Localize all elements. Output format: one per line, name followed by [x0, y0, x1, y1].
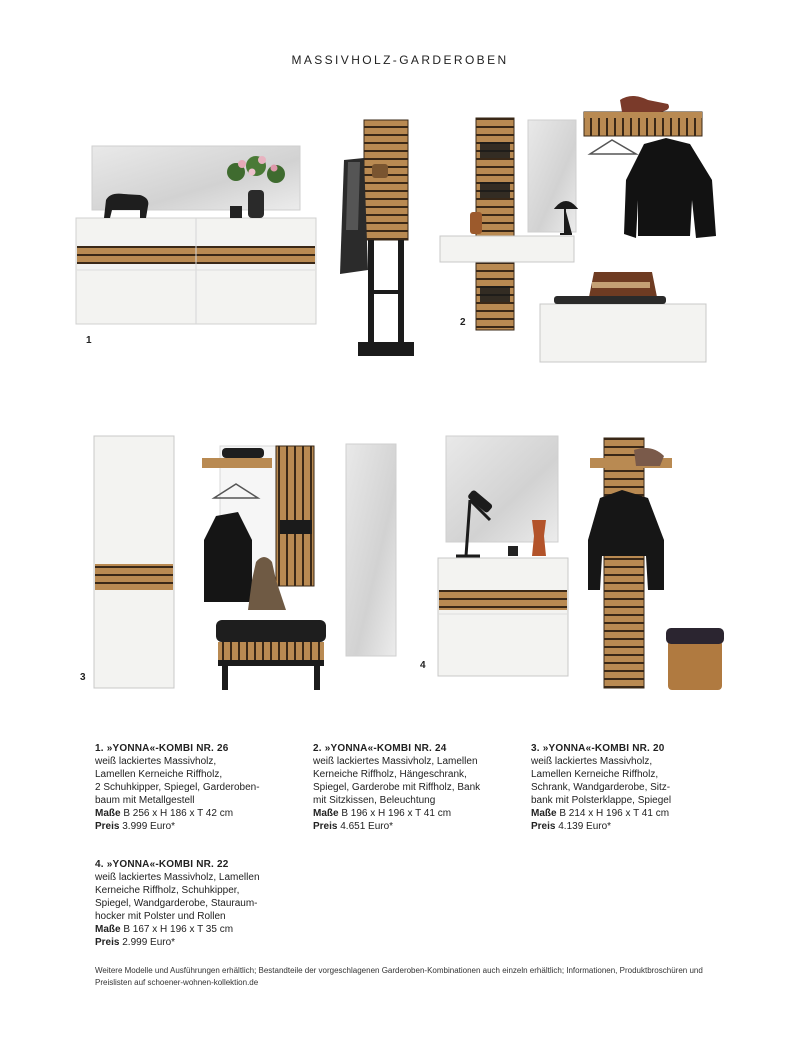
- dimensions-value: B 196 x H 196 x T 41 cm: [341, 808, 452, 819]
- bench: [540, 304, 706, 362]
- elephant-figure: [104, 194, 148, 218]
- shoe-cabinet: [438, 558, 568, 676]
- jacket: [624, 138, 716, 238]
- product-dimensions: [95, 923, 295, 936]
- footer-note: Weitere Modelle und Ausführungen erhältlich; Bestandteile der vorgeschlagenen Garderoben-Kombinationen auch einzeln erhältlich; Informationen, Produktbroschüren und Preislisten auf schoener-wohnen-kollektion.de: [95, 966, 703, 987]
- oak-slats: [95, 564, 173, 590]
- product-price: [531, 820, 731, 833]
- figure-number-2: 2: [460, 317, 466, 328]
- price-label: Preis: [95, 821, 120, 832]
- oak-slats: [439, 590, 567, 610]
- price-value: 4.651 Euro*: [340, 821, 394, 832]
- product-price: [313, 820, 513, 833]
- figure-number-4: 4: [420, 660, 426, 671]
- hanger-icon: [590, 140, 636, 154]
- mirror: [528, 120, 576, 232]
- price-label: Preis: [95, 937, 120, 948]
- page-title: MASSIVHOLZ-GARDEROBEN: [291, 53, 509, 67]
- dimensions-label: Maße: [531, 808, 557, 819]
- product-4: [95, 858, 295, 949]
- wall-cabinet: [440, 236, 574, 262]
- product-description: weiß lackiertes Massivholz, Lamellen Kerneiche Riffholz, Schuhkipper, Spiegel, Wandgarderobe, Stauraum- hocker mit Polster und Rollen: [95, 872, 260, 922]
- product-description: weiß lackiertes Massivholz, Lamellen Kerneiche Riffholz, Schrank, Wandgarderobe, Sitz- bank mit Polsterklappe, Spiegel: [531, 756, 672, 806]
- product-title: 3. »YONNA«-KOMBI NR. 20: [531, 743, 665, 754]
- product-title: 2. »YONNA«-KOMBI NR. 24: [313, 743, 447, 754]
- figure-number-1: 1: [86, 335, 92, 346]
- product-2: [313, 742, 513, 833]
- combo-2-illustration: [440, 96, 716, 362]
- combo-4-illustration: [420, 436, 724, 690]
- dimensions-label: Maße: [95, 924, 121, 935]
- product-1: [95, 742, 295, 833]
- dimensions-value: B 256 x H 186 x T 42 cm: [123, 808, 234, 819]
- mirror: [346, 444, 396, 656]
- bench-cushion: [216, 620, 326, 642]
- price-label: Preis: [313, 821, 338, 832]
- vase: [532, 520, 546, 556]
- combo-1-illustration: [76, 120, 414, 356]
- price-value: 4.139 Euro*: [558, 821, 612, 832]
- product-dimensions: [531, 807, 731, 820]
- product-description: weiß lackiertes Massivholz, Lamellen Kerneiche Riffholz, Hängeschrank, Spiegel, Garderobe mit Riffholz, Bank mit Sitzkissen, Beleuchtung: [313, 756, 481, 806]
- product-price: [95, 936, 295, 949]
- price-label: Preis: [531, 821, 556, 832]
- tall-cabinet: [94, 436, 174, 688]
- product-3: [531, 742, 731, 833]
- oak-panel: [604, 438, 644, 688]
- product-dimensions: [313, 807, 513, 820]
- wall-shelf: [202, 458, 272, 468]
- combo-3-illustration: [80, 436, 396, 690]
- price-value: 3.999 Euro*: [122, 821, 176, 832]
- dimensions-value: B 167 x H 196 x T 35 cm: [123, 924, 234, 935]
- product-title: 1. »YONNA«-KOMBI NR. 26: [95, 743, 229, 754]
- figure-number-3: 3: [80, 672, 86, 683]
- dimensions-label: Maße: [313, 808, 339, 819]
- product-price: [95, 820, 295, 833]
- storage-pouf: [668, 640, 722, 690]
- dimensions-value: B 214 x H 196 x T 41 cm: [559, 808, 670, 819]
- vase: [248, 190, 264, 218]
- price-value: 2.999 Euro*: [122, 937, 176, 948]
- bench-slats: [218, 642, 324, 662]
- product-dimensions: [95, 807, 295, 820]
- coat-stand: [340, 120, 414, 356]
- product-description: weiß lackiertes Massivholz, Lamellen Kerneiche Riffholz, 2 Schuhkipper, Spiegel, Garderoben- baum mit Metallgestell: [95, 756, 260, 806]
- oak-panel: [276, 446, 314, 586]
- dimensions-label: Maße: [95, 808, 121, 819]
- product-title: 4. »YONNA«-KOMBI NR. 22: [95, 859, 229, 870]
